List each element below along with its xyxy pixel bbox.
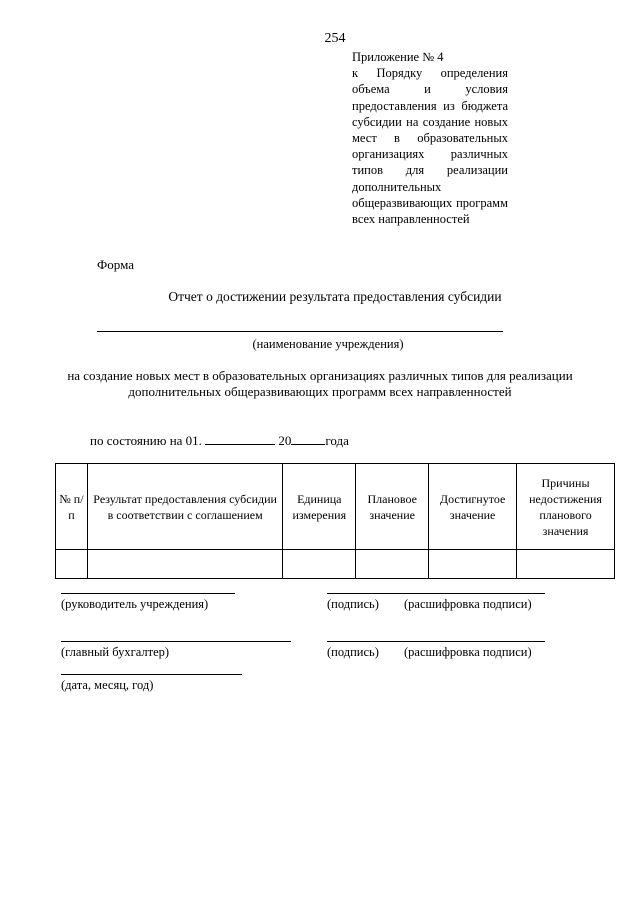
report-table xyxy=(55,463,615,579)
year-prefix: 20 xyxy=(278,433,292,448)
head-decoding-label: (расшифровка подписи) xyxy=(404,597,532,611)
institution-caption: (наименование учреждения) xyxy=(252,337,404,351)
table-cell[interactable] xyxy=(356,550,429,579)
institution-name-line xyxy=(97,331,503,332)
header-planned-value: Плановое значение xyxy=(356,464,429,550)
form-label: Форма xyxy=(97,257,134,272)
table-cell[interactable] xyxy=(517,550,615,579)
subsidy-purpose: на создание новых мест в образовательных организациях различных типов для реализации дополнительных общеразвивающих программ всех направленностей xyxy=(67,368,573,399)
appendix-block xyxy=(352,49,508,227)
table-cell[interactable] xyxy=(56,550,88,579)
year-blank xyxy=(291,434,325,445)
table-cell[interactable] xyxy=(283,550,356,579)
table-cell[interactable] xyxy=(429,550,517,579)
appendix-text: к Порядку определения объема и условия предоставления из бюджета субсидии на создание новых мест в образовательных организациях различных типов для реализации дополнительных общеразвивающих программ всех направленностей xyxy=(352,66,508,227)
header-number: № п/п xyxy=(56,464,88,550)
header-unit: Единица измерения xyxy=(283,464,356,550)
header-reasons: Причины недостижения планового значения xyxy=(517,464,615,550)
page-number: 254 xyxy=(324,31,346,46)
table-cell[interactable] xyxy=(87,550,282,579)
head-label: (руководитель учреждения) xyxy=(61,597,209,611)
head-signature-decoding-line xyxy=(327,593,545,594)
month-blank xyxy=(205,434,275,445)
table-header-row xyxy=(56,464,615,550)
accountant-decoding-label: (расшифровка подписи) xyxy=(404,645,532,659)
as-of-prefix: по состоянию на 01. xyxy=(90,433,202,448)
head-signature-label: (подпись) xyxy=(327,597,379,611)
report-title: Отчет о достижении результата предоставления субсидии xyxy=(168,289,502,304)
accountant-signature-decoding-line xyxy=(327,641,545,642)
accountant-label: (главный бухгалтер) xyxy=(61,645,170,659)
date-label: (дата, месяц, год) xyxy=(61,678,154,692)
appendix-title: Приложение № 4 xyxy=(352,50,444,64)
head-signature-line xyxy=(61,593,235,594)
date-line xyxy=(61,674,242,675)
header-achieved-value: Достигнутое значение xyxy=(429,464,517,550)
as-of-date-line xyxy=(90,433,349,449)
accountant-signature-label: (подпись) xyxy=(327,645,379,659)
accountant-signature-line xyxy=(61,641,291,642)
as-of-suffix: года xyxy=(325,433,349,448)
table-row xyxy=(56,550,615,579)
header-result: Результат предоставления субсидии в соответствии с соглашением xyxy=(87,464,282,550)
